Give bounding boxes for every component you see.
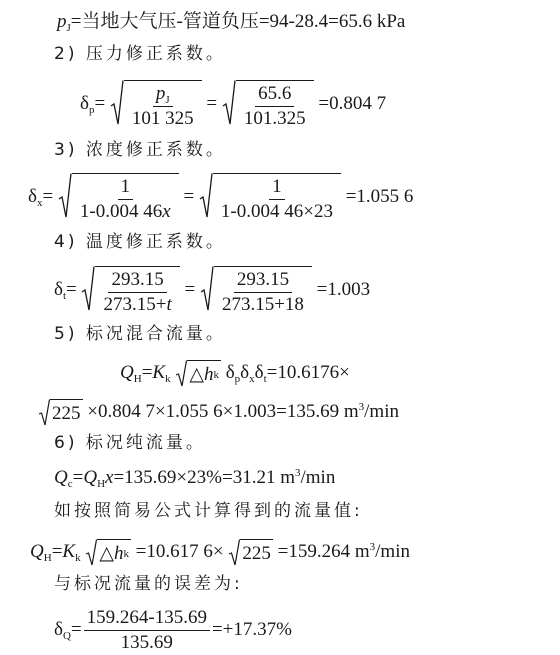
sqrt-225 xyxy=(228,539,273,566)
var-q: Q xyxy=(83,467,98,488)
den-prefix: 1-0.004 46 xyxy=(79,200,163,222)
text-error-intro: 与标况流量的误差为: xyxy=(54,574,243,594)
den-var-t: t xyxy=(166,293,172,315)
heading-standard-pure-flow: 6) 标况纯流量。 xyxy=(54,433,206,453)
qh-simplified-value: =159.264 m xyxy=(277,540,370,562)
den-273-18: 273.15+18 xyxy=(221,293,304,315)
var-h: h xyxy=(113,543,124,564)
sup-3: 3 xyxy=(369,540,376,553)
num-293-15: 293.15 xyxy=(234,270,292,293)
text-simplified-formula-intro: 如按照简易公式计算得到的流量值: xyxy=(54,501,363,521)
heading-pressure-correction: 2) 压力修正系数。 xyxy=(54,44,226,64)
fraction-65-6-over-101-325 xyxy=(241,84,309,129)
result-delta-x: =1.055 6 xyxy=(345,185,414,207)
sub-h: H xyxy=(97,478,106,490)
fraction-1-over-expr-23 xyxy=(218,177,336,222)
fraction-293-over-273-t xyxy=(100,270,174,315)
var-k: K xyxy=(152,361,166,383)
equation-qh-simplified xyxy=(30,539,410,566)
qh-value-result: ×0.804 7×1.055 6×1.003=135.69 m xyxy=(87,400,359,422)
delta-triangle: △ xyxy=(189,364,204,385)
equals-sign: = xyxy=(94,92,106,114)
delta-symbol: δ xyxy=(225,361,235,383)
fraction-error xyxy=(84,608,210,653)
equals-sign: = xyxy=(72,467,84,488)
sub-t: t xyxy=(263,372,267,385)
sub-x: x xyxy=(249,372,255,385)
sub-h: H xyxy=(43,551,52,564)
num-sub-j: J xyxy=(165,94,170,106)
delta-symbol: δ xyxy=(254,361,264,383)
sqrt-1 xyxy=(110,80,202,129)
sqrt-225 xyxy=(38,399,83,426)
heading-concentration-correction: 3) 浓度修正系数。 xyxy=(54,140,226,160)
delta-symbol: δ xyxy=(240,361,250,383)
sub-k: k xyxy=(75,551,81,564)
var-h: h xyxy=(203,364,214,385)
sub-k: k xyxy=(165,372,171,385)
sub-p: p xyxy=(234,372,241,385)
qc-value: =135.69×23%=31.21 m xyxy=(113,467,295,488)
result-delta-p: =0.804 7 xyxy=(318,92,387,114)
sup-3: 3 xyxy=(294,467,301,479)
error-denominator: 135.69 xyxy=(120,631,173,653)
num-var-p: p xyxy=(155,83,166,104)
sqrt-1 xyxy=(58,173,179,222)
var-q: Q xyxy=(120,361,134,383)
delta-x-symbol: δ xyxy=(28,185,37,207)
sqrt-2 xyxy=(200,266,312,315)
den-prefix: 273.15+ xyxy=(103,293,167,315)
delta-triangle: △ xyxy=(99,543,114,564)
equation-qh-continued xyxy=(38,399,399,426)
equals-sign: = xyxy=(42,185,54,207)
sub-j: J xyxy=(66,22,71,34)
sqrt-2 xyxy=(222,80,314,129)
delta-t-symbol: δ xyxy=(54,278,63,300)
sub-c: c xyxy=(67,478,73,490)
delta-t-sub: t xyxy=(62,289,67,302)
equation-delta-q xyxy=(54,608,292,653)
delta-p-symbol: δ xyxy=(80,92,89,114)
error-numerator: 159.264-135.69 xyxy=(84,608,210,631)
var-x: x xyxy=(105,467,114,488)
equation-qc xyxy=(54,467,336,490)
sqrt-delta-h: △ h k xyxy=(175,360,221,387)
equals-sign: = xyxy=(206,92,218,114)
unit-per-min: /min xyxy=(300,467,336,488)
qh-value-start: =10.6176× xyxy=(266,361,350,383)
fraction-pj-over-101325 xyxy=(129,84,197,129)
multiplier: =10.617 6× xyxy=(135,540,224,562)
equation-delta-t xyxy=(54,266,370,315)
unit-per-min: /min xyxy=(375,540,410,562)
heading-temperature-correction: 4) 温度修正系数。 xyxy=(54,232,226,252)
delta-p-sub: p xyxy=(88,103,95,116)
equation-delta-p xyxy=(80,80,386,129)
den-var-x: x xyxy=(162,200,171,222)
num-1: 1 xyxy=(269,177,285,200)
equals-sign: = xyxy=(66,278,77,300)
var-q: Q xyxy=(30,540,44,562)
radicand-225: 225 xyxy=(240,539,273,566)
equation-qh xyxy=(120,360,350,387)
equals-sign: = xyxy=(141,361,153,383)
equals-sign: = xyxy=(51,540,63,562)
num-65-6: 65.6 xyxy=(255,84,294,107)
num-293-15: 293.15 xyxy=(108,270,166,293)
equals-sign: = xyxy=(183,185,195,207)
var-k: K xyxy=(62,540,76,562)
radicand-225: 225 xyxy=(50,399,83,426)
unit-per-min: /min xyxy=(364,400,399,422)
equals-sign: = xyxy=(70,618,82,640)
sub-h: H xyxy=(133,372,142,385)
sup-3: 3 xyxy=(358,400,365,413)
equals-sign: = xyxy=(184,278,196,300)
delta-q-symbol: δ xyxy=(54,618,63,640)
sqrt-2 xyxy=(199,173,341,222)
delta-x-sub: x xyxy=(36,196,43,209)
result-delta-q: =+17.37% xyxy=(211,618,292,640)
result-delta-t: =1.003 xyxy=(316,278,371,300)
sqrt-1 xyxy=(81,266,179,315)
den-expr-23: 1-0.004 46×23 xyxy=(220,200,333,222)
den-101325: 101 325 xyxy=(131,107,194,129)
pj-definition-text: =当地大气压-管道负压=94-28.4=65.6 kPa xyxy=(70,11,406,32)
num-1: 1 xyxy=(118,177,134,200)
heading-standard-mixed-flow: 5) 标况混合流量。 xyxy=(54,324,226,344)
delta-q-sub: Q xyxy=(62,629,71,642)
den-101-325: 101.325 xyxy=(243,107,306,129)
var-p: p xyxy=(57,11,67,32)
sqrt-delta-h: △ h k xyxy=(85,539,131,566)
equation-pj xyxy=(57,11,406,34)
fraction-293-over-273-18 xyxy=(219,270,307,315)
fraction-1-over-expr-x xyxy=(77,177,174,222)
equation-delta-x xyxy=(28,173,413,222)
var-q: Q xyxy=(54,467,68,488)
